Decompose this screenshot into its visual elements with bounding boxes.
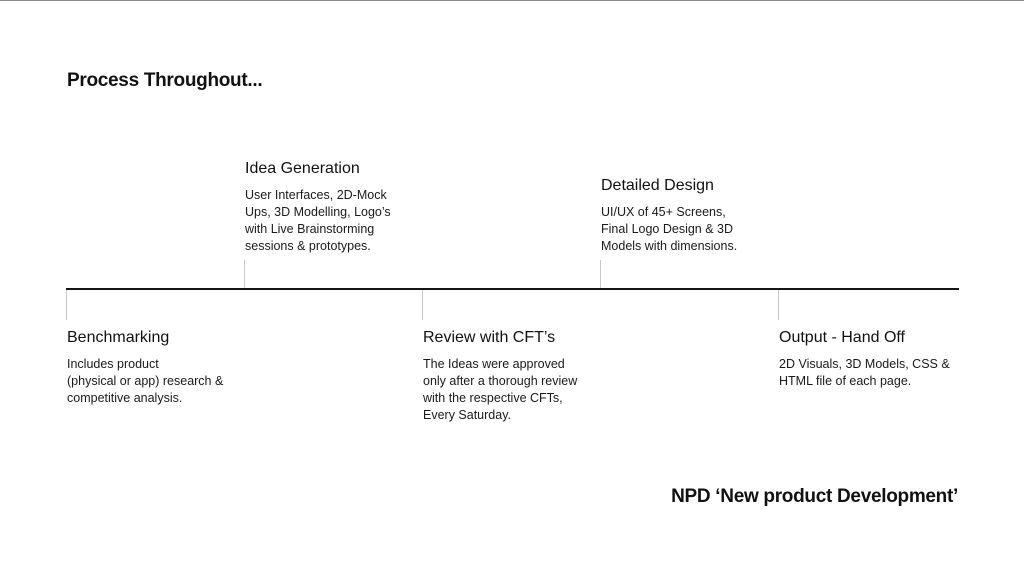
stage-title: Review with CFT’s <box>423 329 556 346</box>
stage-description: 2D Visuals, 3D Models, CSS & HTML file of each page. <box>779 357 950 388</box>
footer-title: NPD ‘New product Development’ <box>671 486 958 507</box>
page-title: Process Throughout... <box>67 70 263 91</box>
stage-title: Output - Hand Off <box>779 329 905 346</box>
stage-review-with-cfts <box>423 328 603 424</box>
stage-detailed-design <box>601 176 781 255</box>
stage-description: UI/UX of 45+ Screens, Final Logo Design & 3D Models with dimensions. <box>601 205 738 253</box>
stage-idea-generation <box>245 159 425 255</box>
timeline-tick-benchmarking <box>66 290 67 320</box>
stage-benchmarking <box>67 328 247 407</box>
stage-description: User Interfaces, 2D-Mock Ups, 3D Modelling, Logo’s with Live Brainstorming sessions & prototypes. <box>245 188 391 253</box>
timeline-tick-detailed-design <box>600 260 601 288</box>
timeline-tick-review <box>422 290 423 320</box>
stage-output-hand-off <box>779 328 959 390</box>
timeline-tick-idea-generation <box>244 260 245 288</box>
timeline-tick-output <box>778 290 779 320</box>
stage-title: Idea Generation <box>245 160 360 177</box>
timeline-line <box>66 288 959 290</box>
stage-description: Includes product (physical or app) research & competitive analysis. <box>67 357 224 405</box>
top-border <box>0 0 1024 1</box>
stage-title: Detailed Design <box>601 177 714 194</box>
stage-title: Benchmarking <box>67 329 170 346</box>
stage-description: The Ideas were approved only after a thorough review with the respective CFTs, Every Saturday. <box>423 357 578 422</box>
